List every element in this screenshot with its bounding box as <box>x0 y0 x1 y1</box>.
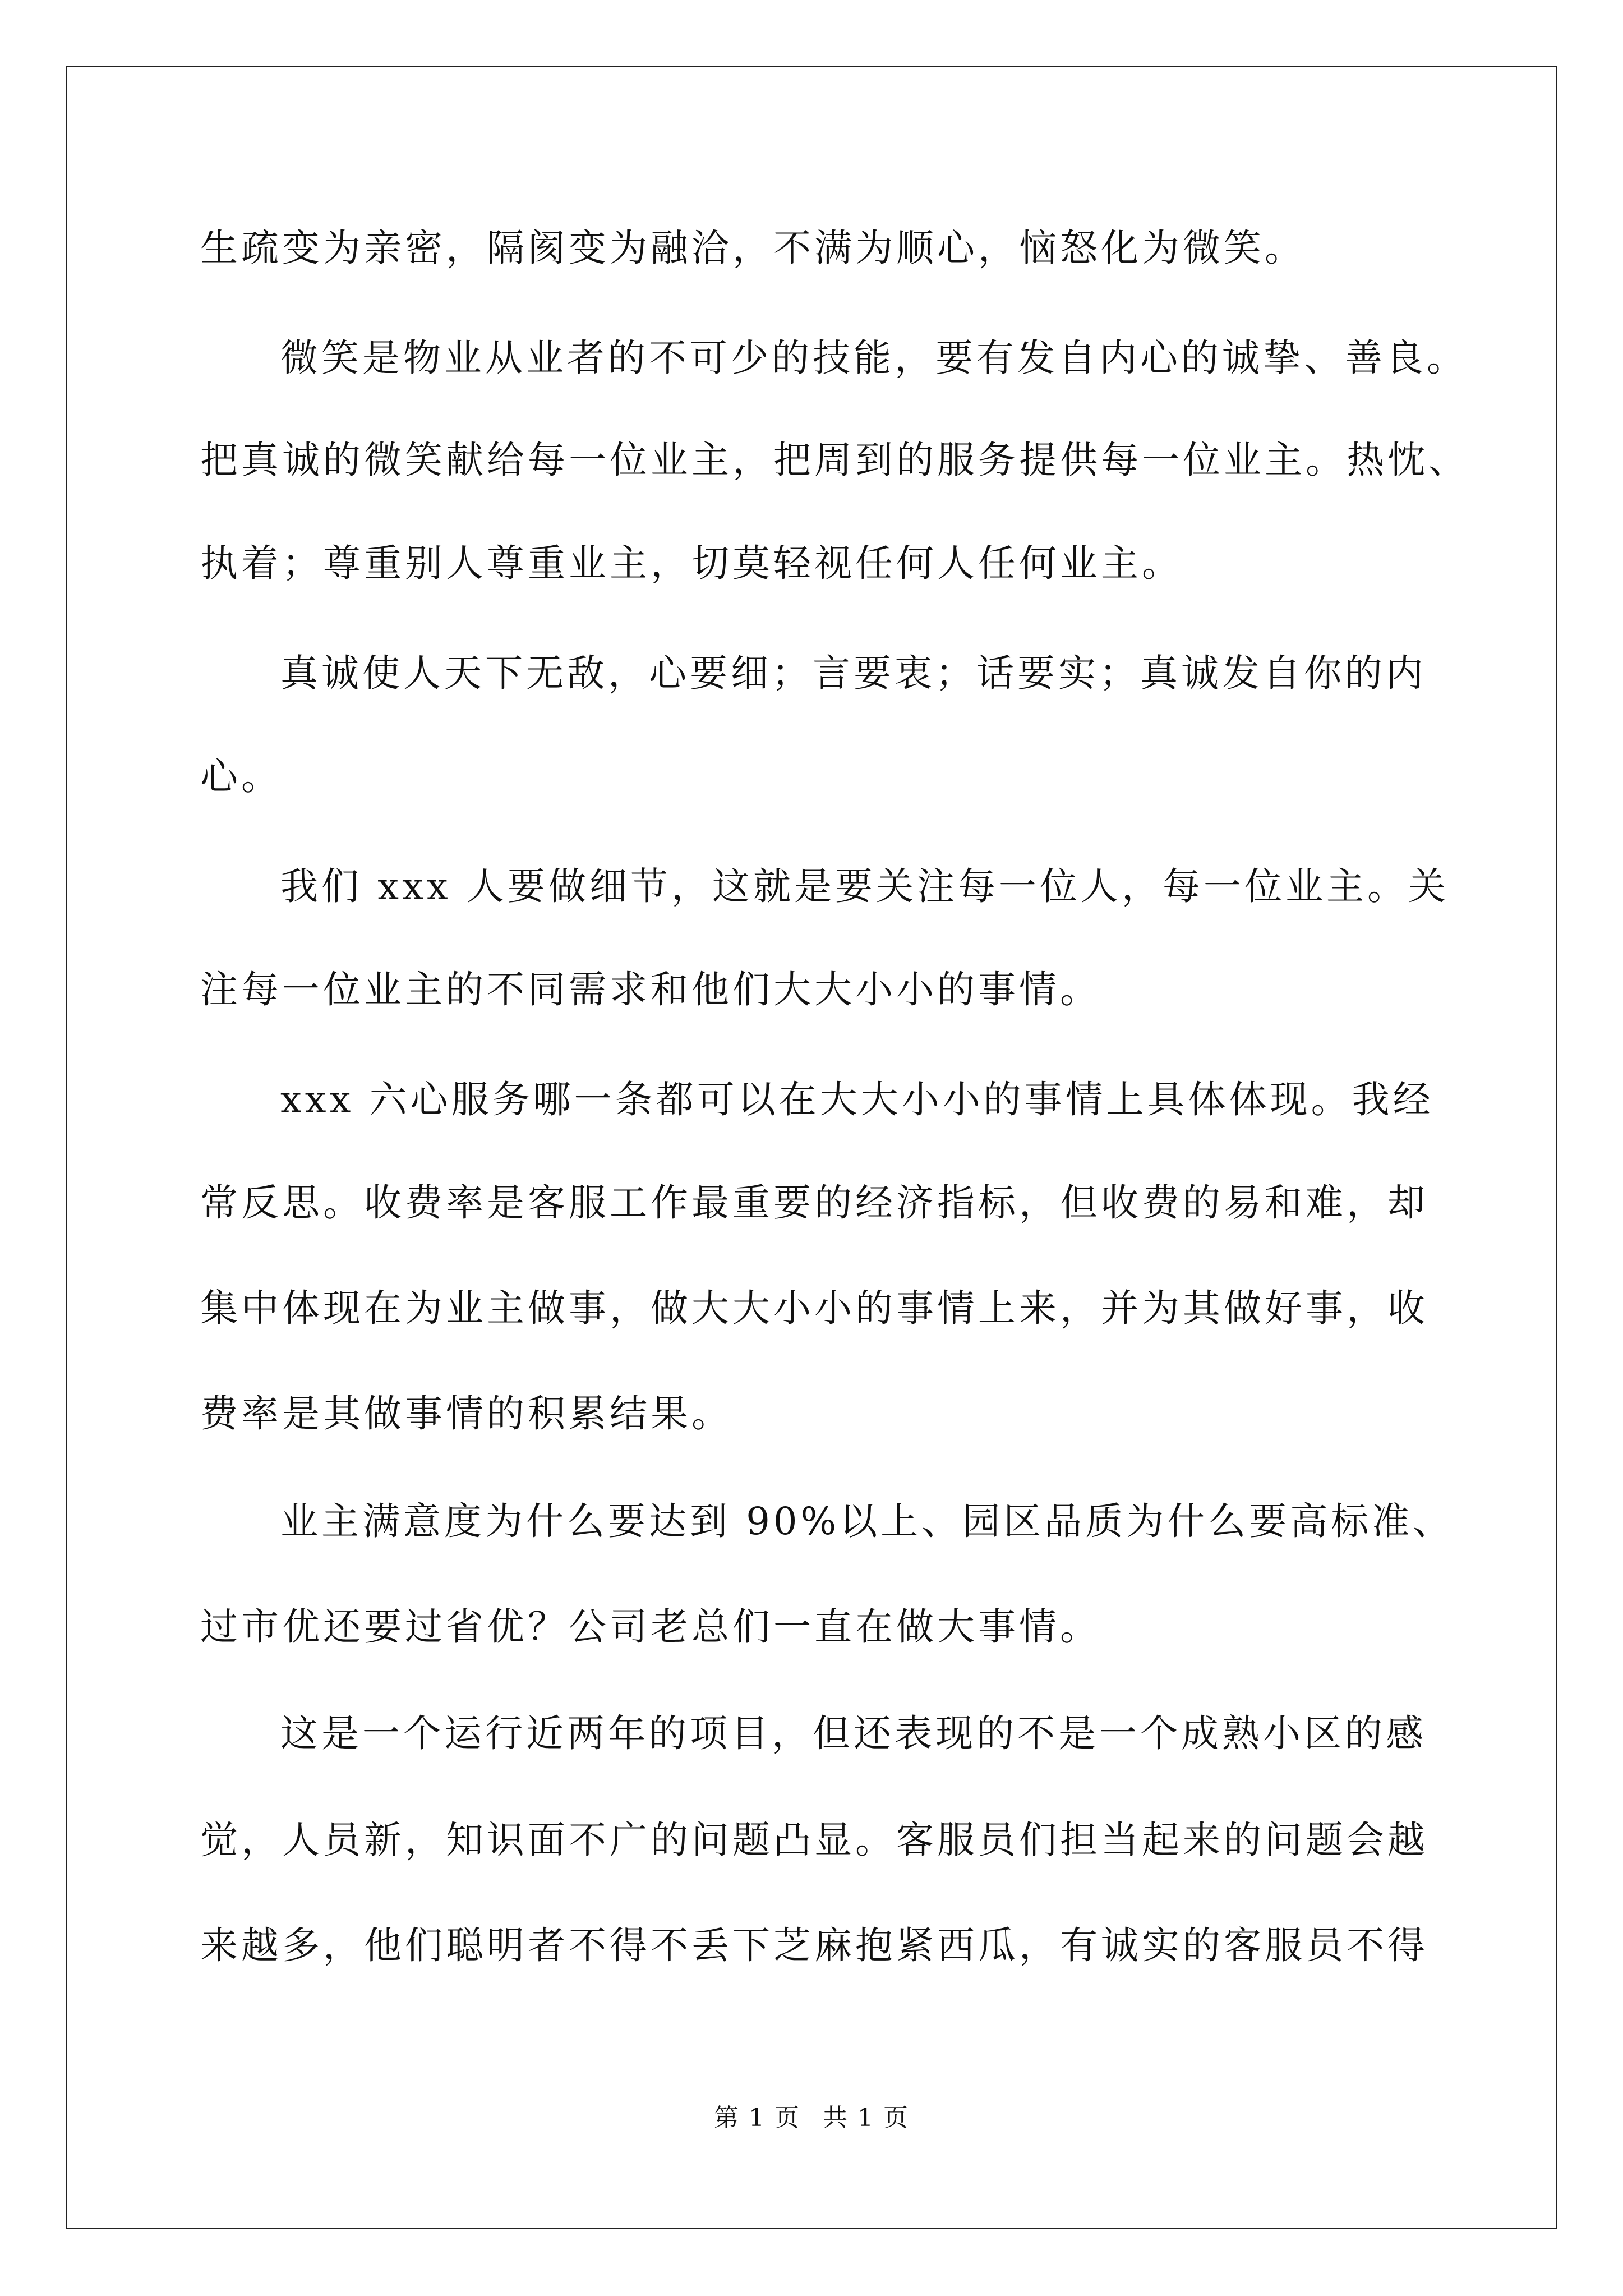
text-line: 微笑是物业从业者的不可少的技能，要有发自内心的诚挚、善良。 <box>280 336 1468 380</box>
text-line: 真诚使人天下无敌，心要细；言要衷；话要实；真诚发自你的内 <box>280 651 1427 695</box>
text-line: 过市优还要过省优？公司老总们一直在做大事情。 <box>200 1605 1101 1649</box>
page-number: 第 1 页 <box>714 2104 800 2132</box>
text-line: 我们 xxx 人要做细节，这就是要关注每一位人，每一位业主。关 <box>280 864 1449 908</box>
page-footer <box>0 2102 1623 2134</box>
page-border <box>66 66 1557 2229</box>
page-total: 共 1 页 <box>823 2104 909 2132</box>
text-line: 生疏变为亲密，隔阂变为融洽，不满为顺心，恼怒化为微笑。 <box>200 226 1306 270</box>
text-line: 常反思。收费率是客服工作最重要的经济指标，但收费的易和难，却 <box>200 1181 1428 1225</box>
text-line: 心。 <box>200 754 282 798</box>
text-line: 这是一个运行近两年的项目，但还表现的不是一个成熟小区的感 <box>280 1711 1427 1755</box>
text-line: 执着；尊重别人尊重业主，切莫轻视任何人任何业主。 <box>200 541 1183 585</box>
text-line: 觉，人员新，知识面不广的问题凸显。客服员们担当起来的问题会越 <box>200 1818 1428 1862</box>
text-line: 来越多，他们聪明者不得不丢下芝麻抱紧西瓜，有诚实的客服员不得 <box>200 1924 1428 1967</box>
text-line: xxx 六心服务哪一条都可以在大大小小的事情上具体体现。我经 <box>280 1078 1434 1121</box>
text-line: 把真诚的微笑献给每一位业主，把周到的服务提供每一位业主。热忱、 <box>200 438 1469 482</box>
text-line: 业主满意度为什么要达到 90%以上、园区品质为什么要高标准、 <box>280 1499 1454 1543</box>
text-line: 注每一位业主的不同需求和他们大大小小的事情。 <box>200 968 1101 1011</box>
text-line: 集中体现在为业主做事，做大大小小的事情上来，并为其做好事，收 <box>200 1286 1428 1330</box>
text-line: 费率是其做事情的积累结果。 <box>200 1392 732 1435</box>
